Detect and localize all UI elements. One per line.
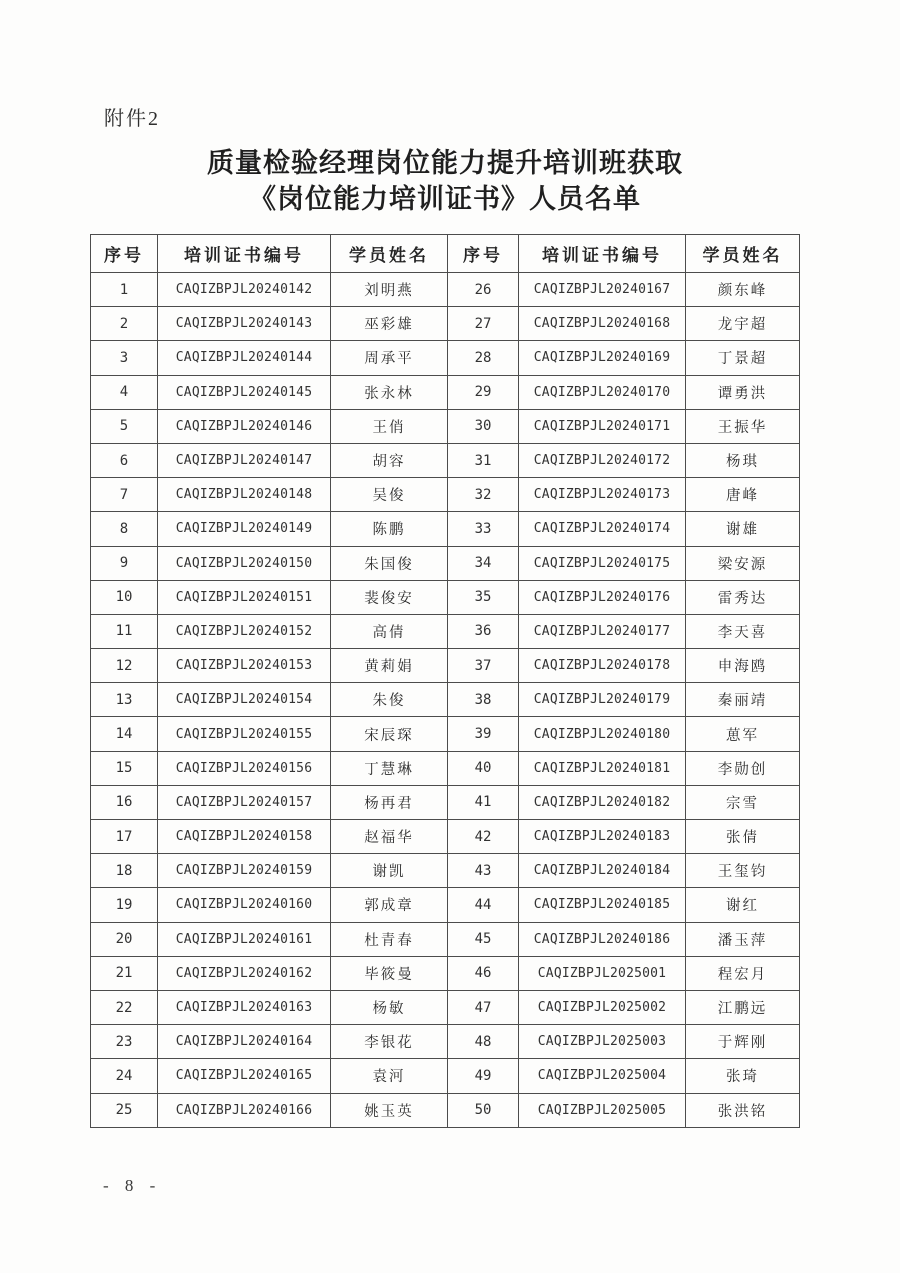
table-row <box>91 717 800 751</box>
name-cell: 裴俊安 <box>331 580 448 614</box>
serial-cell: 29 <box>448 375 519 409</box>
certificate-cell: CAQIZBPJL20240149 <box>158 512 331 546</box>
serial-cell: 25 <box>91 1093 158 1127</box>
certificate-cell: CAQIZBPJL20240158 <box>158 820 331 854</box>
table-header-row <box>91 235 800 273</box>
serial-cell: 39 <box>448 717 519 751</box>
name-cell: 颜东峰 <box>686 273 800 307</box>
certificate-cell: CAQIZBPJL20240147 <box>158 443 331 477</box>
serial-cell: 43 <box>448 854 519 888</box>
certificate-cell: CAQIZBPJL20240186 <box>519 922 686 956</box>
table-row <box>91 854 800 888</box>
serial-cell: 28 <box>448 341 519 375</box>
table-row <box>91 990 800 1024</box>
serial-cell: 40 <box>448 751 519 785</box>
certificate-roster-table <box>90 234 800 1128</box>
certificate-cell: CAQIZBPJL20240180 <box>519 717 686 751</box>
name-cell: 毕筱曼 <box>331 956 448 990</box>
header-name-right: 学员姓名 <box>686 235 800 273</box>
serial-cell: 32 <box>448 478 519 512</box>
certificate-cell: CAQIZBPJL20240142 <box>158 273 331 307</box>
certificate-cell: CAQIZBPJL2025002 <box>519 990 686 1024</box>
certificate-cell: CAQIZBPJL20240185 <box>519 888 686 922</box>
table-row <box>91 273 800 307</box>
table-row <box>91 614 800 648</box>
table-row <box>91 785 800 819</box>
serial-cell: 21 <box>91 956 158 990</box>
name-cell: 赵福华 <box>331 820 448 854</box>
name-cell: 袁河 <box>331 1059 448 1093</box>
certificate-cell: CAQIZBPJL20240168 <box>519 307 686 341</box>
certificate-cell: CAQIZBPJL20240148 <box>158 478 331 512</box>
table-row <box>91 512 800 546</box>
table-row <box>91 375 800 409</box>
serial-cell: 3 <box>91 341 158 375</box>
name-cell: 郭成章 <box>331 888 448 922</box>
certificate-cell: CAQIZBPJL20240172 <box>519 443 686 477</box>
serial-cell: 41 <box>448 785 519 819</box>
serial-cell: 6 <box>91 443 158 477</box>
certificate-cell: CAQIZBPJL20240169 <box>519 341 686 375</box>
serial-cell: 47 <box>448 990 519 1024</box>
name-cell: 谢凯 <box>331 854 448 888</box>
serial-cell: 34 <box>448 546 519 580</box>
name-cell: 杜青春 <box>331 922 448 956</box>
name-cell: 杨敏 <box>331 990 448 1024</box>
serial-cell: 16 <box>91 785 158 819</box>
certificate-cell: CAQIZBPJL2025004 <box>519 1059 686 1093</box>
name-cell: 梁安源 <box>686 546 800 580</box>
name-cell: 雷秀达 <box>686 580 800 614</box>
table-row <box>91 888 800 922</box>
table-row <box>91 409 800 443</box>
name-cell: 潘玉萍 <box>686 922 800 956</box>
certificate-cell: CAQIZBPJL20240156 <box>158 751 331 785</box>
serial-cell: 12 <box>91 649 158 683</box>
name-cell: 王俏 <box>331 409 448 443</box>
name-cell: 唐峰 <box>686 478 800 512</box>
serial-cell: 19 <box>91 888 158 922</box>
name-cell: 申海鸥 <box>686 649 800 683</box>
serial-cell: 50 <box>448 1093 519 1127</box>
serial-cell: 22 <box>91 990 158 1024</box>
serial-cell: 24 <box>91 1059 158 1093</box>
name-cell: 巫彩雄 <box>331 307 448 341</box>
table-row <box>91 649 800 683</box>
certificate-cell: CAQIZBPJL20240179 <box>519 683 686 717</box>
certificate-cell: CAQIZBPJL20240150 <box>158 546 331 580</box>
header-certificate-left: 培训证书编号 <box>158 235 331 273</box>
certificate-cell: CAQIZBPJL20240183 <box>519 820 686 854</box>
certificate-cell: CAQIZBPJL20240159 <box>158 854 331 888</box>
serial-cell: 27 <box>448 307 519 341</box>
name-cell: 朱国俊 <box>331 546 448 580</box>
certificate-cell: CAQIZBPJL20240145 <box>158 375 331 409</box>
serial-cell: 23 <box>91 1025 158 1059</box>
serial-cell: 37 <box>448 649 519 683</box>
certificate-cell: CAQIZBPJL20240164 <box>158 1025 331 1059</box>
table-body <box>91 273 800 1128</box>
serial-cell: 45 <box>448 922 519 956</box>
name-cell: 张倩 <box>686 820 800 854</box>
certificate-cell: CAQIZBPJL20240153 <box>158 649 331 683</box>
certificate-cell: CAQIZBPJL20240167 <box>519 273 686 307</box>
serial-cell: 31 <box>448 443 519 477</box>
name-cell: 谢红 <box>686 888 800 922</box>
serial-cell: 8 <box>91 512 158 546</box>
table-row <box>91 443 800 477</box>
serial-cell: 14 <box>91 717 158 751</box>
table-row <box>91 820 800 854</box>
serial-cell: 48 <box>448 1025 519 1059</box>
table-row <box>91 341 800 375</box>
certificate-cell: CAQIZBPJL20240182 <box>519 785 686 819</box>
serial-cell: 1 <box>91 273 158 307</box>
certificate-cell: CAQIZBPJL20240184 <box>519 854 686 888</box>
header-certificate-right: 培训证书编号 <box>519 235 686 273</box>
name-cell: 张洪铭 <box>686 1093 800 1127</box>
certificate-cell: CAQIZBPJL20240176 <box>519 580 686 614</box>
certificate-cell: CAQIZBPJL20240174 <box>519 512 686 546</box>
table-row <box>91 1059 800 1093</box>
page-number: - 8 - <box>103 1176 162 1195</box>
certificate-cell: CAQIZBPJL20240161 <box>158 922 331 956</box>
serial-cell: 35 <box>448 580 519 614</box>
table-row <box>91 478 800 512</box>
name-cell: 龙宇超 <box>686 307 800 341</box>
certificate-cell: CAQIZBPJL20240151 <box>158 580 331 614</box>
serial-cell: 42 <box>448 820 519 854</box>
certificate-cell: CAQIZBPJL20240165 <box>158 1059 331 1093</box>
certificate-cell: CAQIZBPJL20240178 <box>519 649 686 683</box>
name-cell: 丁景超 <box>686 341 800 375</box>
name-cell: 王玺钧 <box>686 854 800 888</box>
certificate-cell: CAQIZBPJL2025001 <box>519 956 686 990</box>
certificate-cell: CAQIZBPJL20240146 <box>158 409 331 443</box>
certificate-cell: CAQIZBPJL2025005 <box>519 1093 686 1127</box>
serial-cell: 20 <box>91 922 158 956</box>
certificate-cell: CAQIZBPJL20240181 <box>519 751 686 785</box>
document-title-line2: 《岗位能力培训证书》人员名单 <box>249 184 641 214</box>
name-cell: 周承平 <box>331 341 448 375</box>
name-cell: 朱俊 <box>331 683 448 717</box>
certificate-cell: CAQIZBPJL20240170 <box>519 375 686 409</box>
serial-cell: 46 <box>448 956 519 990</box>
name-cell: 高倩 <box>331 614 448 648</box>
name-cell: 张永林 <box>331 375 448 409</box>
certificate-cell: CAQIZBPJL20240163 <box>158 990 331 1024</box>
name-cell: 杨再君 <box>331 785 448 819</box>
serial-cell: 11 <box>91 614 158 648</box>
serial-cell: 13 <box>91 683 158 717</box>
table-row <box>91 751 800 785</box>
name-cell: 秦丽靖 <box>686 683 800 717</box>
serial-cell: 36 <box>448 614 519 648</box>
serial-cell: 44 <box>448 888 519 922</box>
name-cell: 陈鹏 <box>331 512 448 546</box>
table-row <box>91 1025 800 1059</box>
certificate-cell: CAQIZBPJL2025003 <box>519 1025 686 1059</box>
table-row <box>91 922 800 956</box>
serial-cell: 26 <box>448 273 519 307</box>
name-cell: 胡容 <box>331 443 448 477</box>
header-serial-right: 序号 <box>448 235 519 273</box>
name-cell: 宋辰琛 <box>331 717 448 751</box>
certificate-cell: CAQIZBPJL20240160 <box>158 888 331 922</box>
name-cell: 葸军 <box>686 717 800 751</box>
attachment-label: 附件2 <box>104 108 160 130</box>
certificate-cell: CAQIZBPJL20240155 <box>158 717 331 751</box>
name-cell: 李银花 <box>331 1025 448 1059</box>
name-cell: 刘明燕 <box>331 273 448 307</box>
name-cell: 吴俊 <box>331 478 448 512</box>
header-serial-left: 序号 <box>91 235 158 273</box>
serial-cell: 33 <box>448 512 519 546</box>
table-row <box>91 683 800 717</box>
serial-cell: 2 <box>91 307 158 341</box>
serial-cell: 5 <box>91 409 158 443</box>
name-cell: 谢雄 <box>686 512 800 546</box>
header-name-left: 学员姓名 <box>331 235 448 273</box>
table-row <box>91 956 800 990</box>
name-cell: 姚玉英 <box>331 1093 448 1127</box>
document-title-line1: 质量检验经理岗位能力提升培训班获取 <box>207 148 683 178</box>
name-cell: 王振华 <box>686 409 800 443</box>
serial-cell: 9 <box>91 546 158 580</box>
certificate-cell: CAQIZBPJL20240173 <box>519 478 686 512</box>
name-cell: 丁慧琳 <box>331 751 448 785</box>
table-row <box>91 546 800 580</box>
name-cell: 李勋创 <box>686 751 800 785</box>
serial-cell: 38 <box>448 683 519 717</box>
name-cell: 江鹏远 <box>686 990 800 1024</box>
serial-cell: 4 <box>91 375 158 409</box>
serial-cell: 17 <box>91 820 158 854</box>
certificate-cell: CAQIZBPJL20240175 <box>519 546 686 580</box>
name-cell: 张琦 <box>686 1059 800 1093</box>
certificate-cell: CAQIZBPJL20240171 <box>519 409 686 443</box>
certificate-cell: CAQIZBPJL20240143 <box>158 307 331 341</box>
name-cell: 程宏月 <box>686 956 800 990</box>
name-cell: 宗雪 <box>686 785 800 819</box>
name-cell: 谭勇洪 <box>686 375 800 409</box>
serial-cell: 10 <box>91 580 158 614</box>
table-row <box>91 580 800 614</box>
certificate-cell: CAQIZBPJL20240157 <box>158 785 331 819</box>
certificate-cell: CAQIZBPJL20240154 <box>158 683 331 717</box>
serial-cell: 18 <box>91 854 158 888</box>
certificate-cell: CAQIZBPJL20240144 <box>158 341 331 375</box>
serial-cell: 49 <box>448 1059 519 1093</box>
name-cell: 李天喜 <box>686 614 800 648</box>
serial-cell: 30 <box>448 409 519 443</box>
serial-cell: 15 <box>91 751 158 785</box>
certificate-cell: CAQIZBPJL20240177 <box>519 614 686 648</box>
certificate-cell: CAQIZBPJL20240162 <box>158 956 331 990</box>
certificate-cell: CAQIZBPJL20240152 <box>158 614 331 648</box>
name-cell: 于辉刚 <box>686 1025 800 1059</box>
serial-cell: 7 <box>91 478 158 512</box>
name-cell: 黄莉娟 <box>331 649 448 683</box>
certificate-cell: CAQIZBPJL20240166 <box>158 1093 331 1127</box>
name-cell: 杨琪 <box>686 443 800 477</box>
table-row <box>91 1093 800 1127</box>
table-row <box>91 307 800 341</box>
